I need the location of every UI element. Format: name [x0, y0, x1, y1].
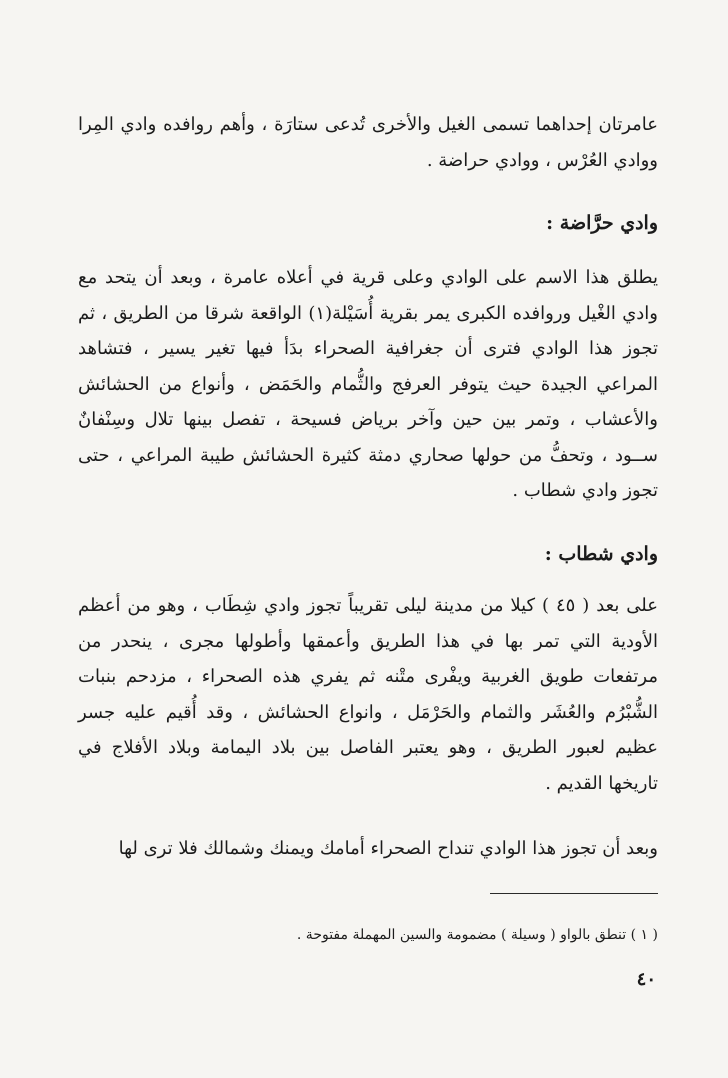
footnote-divider [490, 893, 658, 894]
book-page [78, 88, 658, 1048]
footnote: ( ١ ) تنطق بالواو ( وسيلة ) مضمومة والسين المهملة مفتوحة . [296, 927, 658, 943]
page-number: ٤٠ [636, 969, 656, 990]
paragraph-intro: عامرتان إحداهما تسمى الغيل والأخرى تُدعى ستارَة ، وأهم روافده وادي المِرا ووادي العُرْس ، ووادي حراضة . [78, 114, 658, 171]
page-number-container [637, 968, 656, 992]
section-heading-shattab: وادي شطاب : [544, 543, 658, 565]
paragraph-harradah: يطلق هذا الاسم على الوادي وعلى قرية في أعلاه عامرة ، وبعد أن يتحد مع وادي الغْيل وروافده الكبرى يمر بقرية أُسَيْلة(١) الواقعة شرقا من الطريق ، ثم تجوز هذا الوادي فترى أن جغرافية الصحراء بدَأ فيها تغير يسير ، فتشاهد المراعي الجيدة حيث يتوفر العرفج والثُّمام والحَمَض ، وأنواع من الحشائش والأعشاب ، وتمر بين حين وآخر برياض فسيحة ، تفصل بينها تلال وسِنْفانٌ ســود ، وتحفُّ من حولها صحاري دمثة كثيرة الحشائش طيبة المراعي ، حتى تجوز وادي شطاب . [78, 267, 658, 501]
paragraph-shattab: على بعد ( ٤٥ ) كيلا من مدينة ليلى تقريباً تجوز وادي شِطَاب ، وهو من أعظم الأودية التي تمر بها في هذا الطريق وأعمقها وأطولها مجرى ، ينحدر من مرتفعات طويق الغربية ويفْرى متْنه ثم يفري هذه الصحراء ، مزدحم بنبات الشُّبْرُم والعُشَر والثمام والحَرْمَل ، وانواع الحشائش ، وقد أُقيم عليه جسر عظيم لعبور الطريق ، وهو يعتبر الفاصل بين بلاد اليمامة وبلاد الأفلاج في تاريخها القديم . [78, 595, 659, 794]
section-heading-harradah: وادي حرَّاضة : [546, 212, 658, 234]
paragraph-closing: وبعد أن تجوز هذا الوادي تنداح الصحراء أمامك ويمنك وشمالك فلا ترى لها [118, 838, 658, 859]
